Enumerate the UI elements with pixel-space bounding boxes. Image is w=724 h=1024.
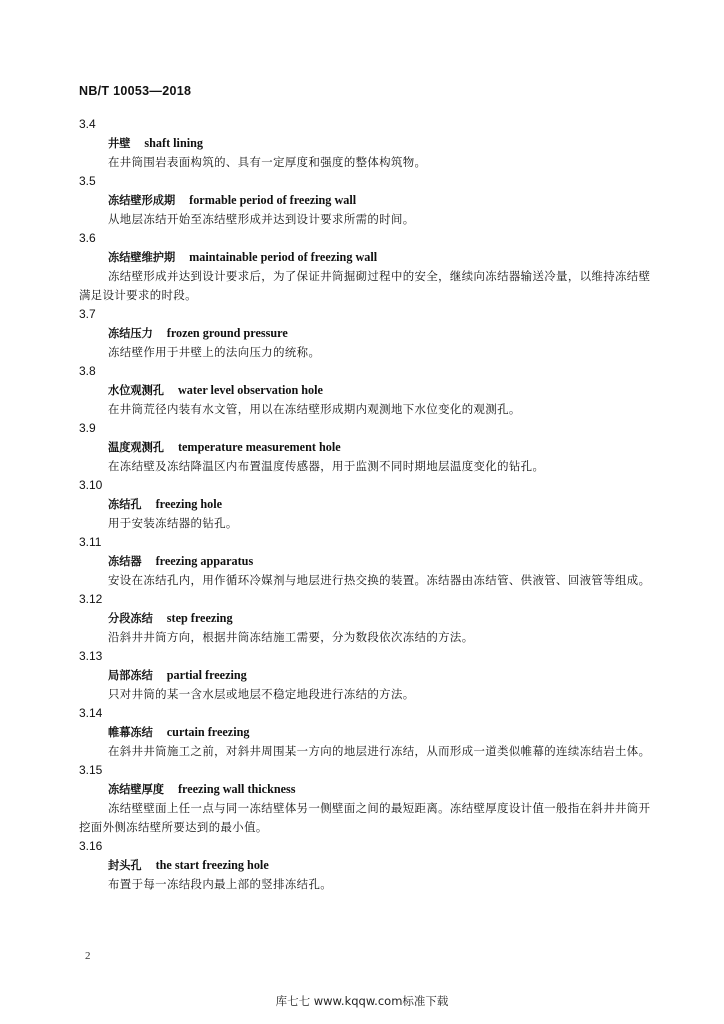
- term-definition: 在斜井井筒施工之前，对斜井周围某一方向的地层进行冻结，从而形成一道类似帷幕的连续冻结岩土体。: [108, 744, 651, 758]
- term-chinese: 冻结壁维护期: [108, 251, 176, 264]
- term-entry: [0, 305, 724, 362]
- term-entry: [0, 704, 724, 761]
- term-definition: 冻结壁形成并达到设计要求后，为了保证井筒掘砌过程中的安全，继续向冻结器输送冷量，以维持冻结壁满足设计要求的时段。: [79, 269, 651, 302]
- term-chinese: 帷幕冻结: [108, 726, 153, 739]
- term-english: freezing apparatus: [155, 554, 254, 568]
- page-number: 2: [85, 950, 91, 962]
- term-heading: [0, 552, 724, 571]
- term-heading: [0, 248, 724, 267]
- term-chinese: 冻结孔: [108, 498, 142, 511]
- term-entry: [0, 647, 724, 704]
- term-chinese: 冻结壁厚度: [108, 783, 164, 796]
- term-chinese: 冻结壁形成期: [108, 194, 176, 207]
- term-heading: [0, 609, 724, 628]
- clause-number: 3.14: [79, 706, 103, 720]
- term-heading: [0, 324, 724, 343]
- term-definition: 在冻结壁及冻结降温区内布置温度传感器，用于监测不同时期地层温度变化的钻孔。: [108, 459, 545, 473]
- term-entry: [0, 590, 724, 647]
- clause-number: 3.13: [79, 649, 103, 663]
- term-definition: 用于安装冻结器的钻孔。: [108, 516, 238, 530]
- term-definition: 布置于每一冻结段内最上部的竖排冻结孔。: [108, 877, 333, 891]
- clause-number: 3.6: [79, 231, 96, 245]
- clause-number: 3.15: [79, 763, 103, 777]
- term-english: formable period of freezing wall: [189, 193, 357, 207]
- term-chinese: 封头孔: [108, 859, 142, 872]
- term-heading: [0, 438, 724, 457]
- term-chinese: 井壁: [108, 137, 131, 150]
- term-english: freezing hole: [155, 497, 223, 511]
- clause-number: 3.16: [79, 839, 103, 853]
- term-english: frozen ground pressure: [166, 326, 288, 340]
- term-entry: [0, 229, 724, 305]
- clause-number: 3.10: [79, 478, 103, 492]
- term-heading: [0, 856, 724, 875]
- clause-number: 3.12: [79, 592, 103, 606]
- term-entry: [0, 172, 724, 229]
- term-definition: 从地层冻结开始至冻结壁形成并达到设计要求所需的时间。: [108, 212, 415, 226]
- term-chinese: 冻结压力: [108, 327, 153, 340]
- standard-code-header: NB/T 10053—2018: [79, 84, 192, 98]
- term-entry: [0, 419, 724, 476]
- term-english: shaft lining: [144, 136, 203, 150]
- term-heading: [0, 191, 724, 210]
- clause-number: 3.9: [79, 421, 96, 435]
- term-definition: 安设在冻结孔内，用作循环冷媒剂与地层进行热交换的装置。冻结器由冻结管、供液管、回液管等组成。: [108, 573, 651, 587]
- term-chinese: 冻结器: [108, 555, 142, 568]
- term-chinese: 水位观测孔: [108, 384, 164, 397]
- term-definition: 冻结壁作用于井壁上的法向压力的统称。: [108, 345, 321, 359]
- term-entry: [0, 362, 724, 419]
- term-chinese: 温度观测孔: [108, 441, 164, 454]
- term-english: step freezing: [166, 611, 233, 625]
- term-heading: [0, 723, 724, 742]
- term-definition: 在井筒荒径内装有水文管，用以在冻结壁形成期内观测地下水位变化的观测孔。: [108, 402, 521, 416]
- term-chinese: 分段冻结: [108, 612, 153, 625]
- term-definition: 沿斜井井筒方向，根据井筒冻结施工需要，分为数段依次冻结的方法。: [108, 630, 474, 644]
- footer-watermark[interactable]: 库七七 www.kqqw.com标准下载: [275, 994, 449, 1008]
- term-english: the start freezing hole: [155, 858, 269, 872]
- term-entry: [0, 533, 724, 590]
- term-entry: [0, 115, 724, 172]
- term-heading: [0, 381, 724, 400]
- term-chinese: 局部冻结: [108, 669, 153, 682]
- term-heading: [0, 780, 724, 799]
- term-heading: [0, 666, 724, 685]
- term-entry: [0, 837, 724, 894]
- clause-number: 3.5: [79, 174, 96, 188]
- term-english: curtain freezing: [166, 725, 250, 739]
- clause-number: 3.4: [79, 117, 96, 131]
- clause-number: 3.8: [79, 364, 96, 378]
- term-entry: [0, 761, 724, 837]
- clause-number: 3.7: [79, 307, 96, 321]
- term-heading: [0, 495, 724, 514]
- term-definition: 只对井筒的某一含水层或地层不稳定地段进行冻结的方法。: [108, 687, 415, 701]
- term-english: maintainable period of freezing wall: [189, 250, 378, 264]
- term-english: temperature measurement hole: [177, 440, 341, 454]
- term-english: freezing wall thickness: [177, 782, 296, 796]
- term-english: partial freezing: [166, 668, 247, 682]
- term-entry: [0, 476, 724, 533]
- term-english: water level observation hole: [177, 383, 323, 397]
- terms-list: [0, 115, 724, 894]
- term-definition: 在井筒围岩表面构筑的、具有一定厚度和强度的整体构筑物。: [108, 155, 427, 169]
- term-heading: [0, 134, 724, 153]
- clause-number: 3.11: [79, 535, 102, 549]
- term-definition: 冻结壁壁面上任一点与同一冻结壁体另一侧壁面之间的最短距离。冻结壁厚度设计值一般指在斜井井筒开挖面外侧冻结壁所要达到的最小值。: [79, 801, 651, 834]
